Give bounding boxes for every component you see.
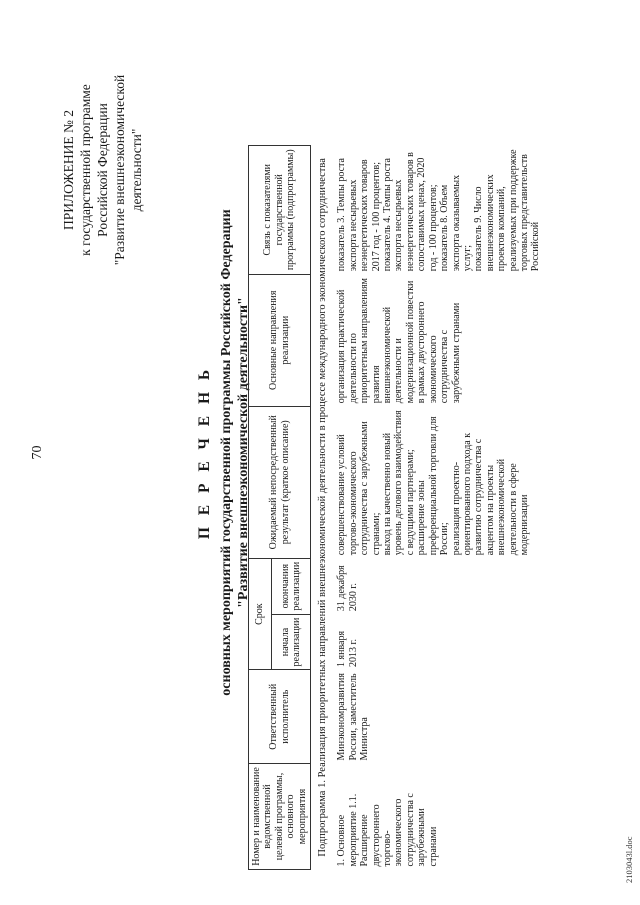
- appendix-line-1: ПРИЛОЖЕНИЕ № 2: [61, 109, 76, 231]
- document-subtitle-2: "Развитие внешнеэкономической деятельности": [236, 297, 251, 608]
- appendix-line-4: "Развитие внешнеэкономической: [112, 74, 127, 266]
- page-number: 70: [30, 445, 45, 460]
- header-srok: Срок: [249, 558, 272, 670]
- measures-table: [248, 145, 544, 870]
- row-end: 31 декабря 2030 г.: [336, 565, 359, 612]
- header-directions: Основные направления реализации: [249, 274, 311, 406]
- row-indicators: показатель 3. Темпы роста экспорта несырьевых неэнергетических товаров 2017 год - 100 процентов; показатель 4. Темпы роста экспорта несырьевых неэнергетических товаров в сопоставимых ценах, 2020 год - 100 процентов; показатель 8. Объем экспорта оказываемых услуг; показатель 9. Число внешнеэкономических проектов компаний, реализуемых при поддержке торговых представительств Российской: [336, 149, 542, 272]
- doc-filename: 2103043l.doc: [624, 836, 634, 883]
- appendix-heading: [60, 40, 145, 300]
- row-directions: организация практической деятельности по приоритетным направлениям развития внешнеэкономической деятельности и модернизационной повестки в рамках двустороннего экономического сотрудничества с зарубежными странами: [336, 278, 462, 404]
- row-executor: Минэкономразвития России, заместитель Министра: [336, 672, 371, 761]
- header-srok-end: окончания реализации: [272, 558, 311, 614]
- table-row: [334, 145, 543, 869]
- appendix-line-5: деятельности": [129, 128, 144, 212]
- header-indicators: Связь с показателями государственной программы (подпрограммы): [249, 145, 311, 274]
- row-number-name: 1. Основное мероприятие 1.1. Расширение двустороннего торгово-экономического сотрудничества с зарубежными странами: [336, 793, 439, 867]
- subprogram-row: [311, 145, 335, 869]
- header-executor: Ответственный исполнитель: [249, 670, 311, 764]
- row-start: 1 января 2013 г.: [336, 630, 359, 667]
- document-subtitle-1: основных мероприятий государственной программы Российской Федерации: [219, 209, 234, 696]
- table-header-row: [249, 145, 272, 869]
- header-srok-start: начала реализации: [272, 614, 311, 670]
- subprogram-title: Подпрограмма 1. Реализация приоритетных направлений внешнеэкономической деятельности в процессе международного экономического сотрудничества: [317, 158, 329, 857]
- appendix-line-2: к государственной программе: [78, 84, 93, 256]
- header-result: Ожидаемый непосредственный результат (краткое описание): [249, 406, 311, 558]
- appendix-line-3: Российской Федерации: [95, 103, 110, 237]
- header-number-name: Номер и наименование ведомственной целевой программы, основного мероприятия: [249, 764, 311, 870]
- row-result: совершенствование условий торгово-экономического сотрудничества с зарубежными странами; выход на качественно новый уровень делового взаимодействия с ведущими партнерами; расширение зоны преференциальной торговли для России; реализация проектно-ориентированного подхода к развитию сотрудничества с акцентом на проекты внешнеэкономической деятельности в сфере модернизации: [336, 410, 530, 556]
- document-title: П Е Р Е Ч Е Н Ь: [196, 365, 213, 540]
